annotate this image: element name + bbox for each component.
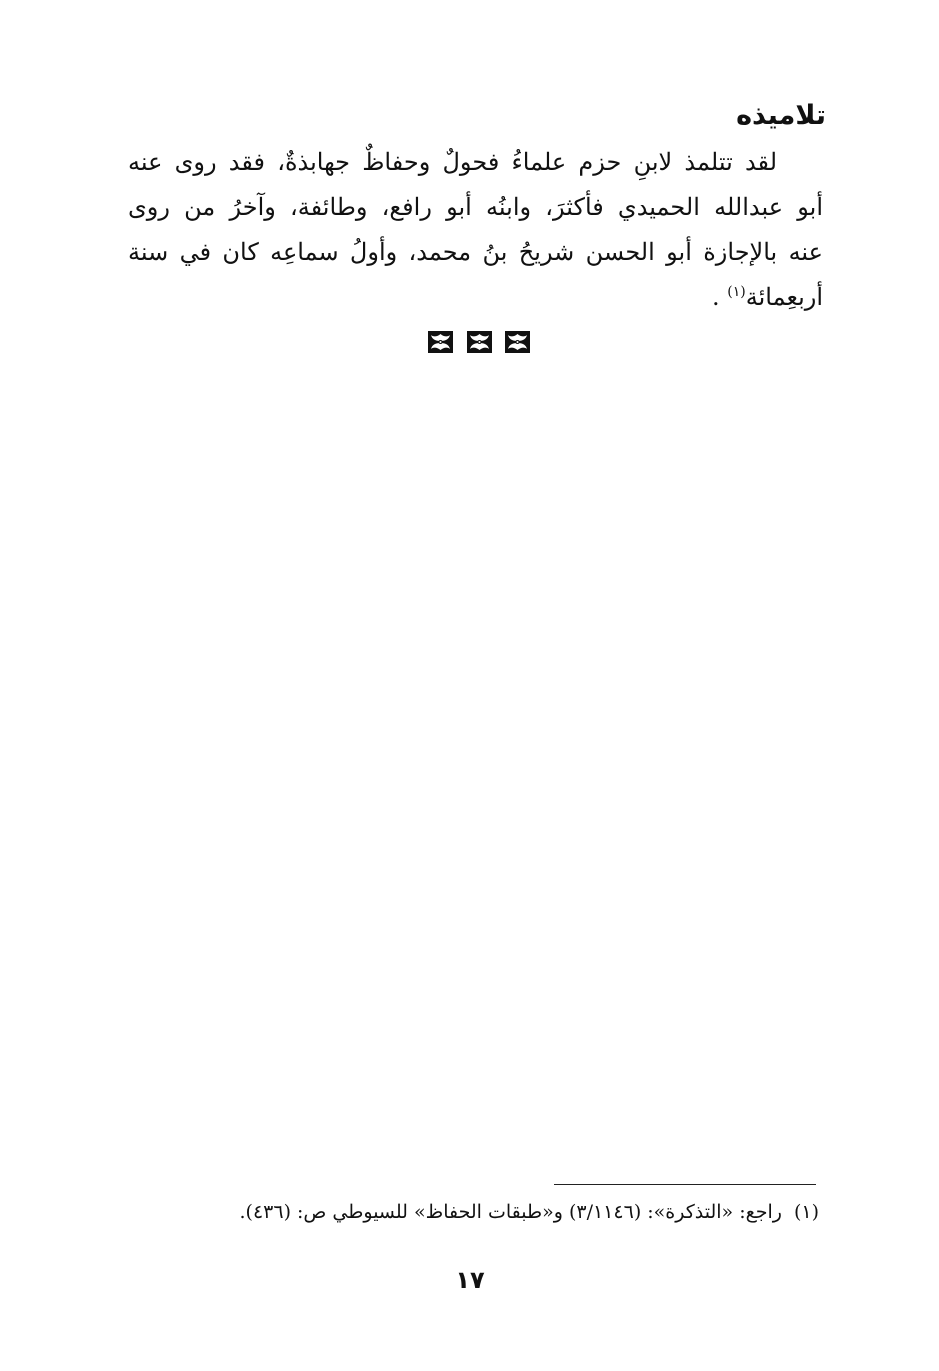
paragraph-line-last — [128, 275, 823, 320]
footnote-number: (١) — [793, 1201, 819, 1223]
footnote — [239, 1197, 819, 1227]
footnote-text: راجع: «التذكرة»: (٣/١١٤٦) و«طبقات الحفاظ» للسيوطي ص: (٤٣٦). — [239, 1201, 782, 1223]
page-number: ١٧ — [455, 1266, 485, 1294]
end-punctuation: . — [712, 283, 720, 311]
section-heading: تلاميذه — [736, 100, 826, 131]
section-divider-ornaments — [427, 330, 531, 356]
floral-ornament-icon — [427, 330, 454, 354]
footnote-separator — [554, 1184, 816, 1185]
floral-ornament-icon — [466, 330, 493, 354]
paragraph-line: عنه بالإجازة أبو الحسن شريحُ بنُ محمد، وأولُ سماعِه كان في سنة — [128, 238, 823, 266]
footnote-reference: (١) — [727, 284, 746, 300]
body-paragraph — [128, 140, 823, 320]
floral-ornament-icon — [504, 330, 531, 354]
paragraph-line: لقد تتلمذ لابنِ حزم علماءُ فحولٌ وحفاظٌ جهابذةٌ، فقد روى عنه — [128, 148, 777, 176]
paragraph-line: أبو عبدالله الحميدي فأكثرَ، وابنُه أبو رافع، وطائفة، وآخرُ من روى — [128, 193, 823, 221]
paragraph-line-text: أربعِمائة — [745, 283, 823, 311]
